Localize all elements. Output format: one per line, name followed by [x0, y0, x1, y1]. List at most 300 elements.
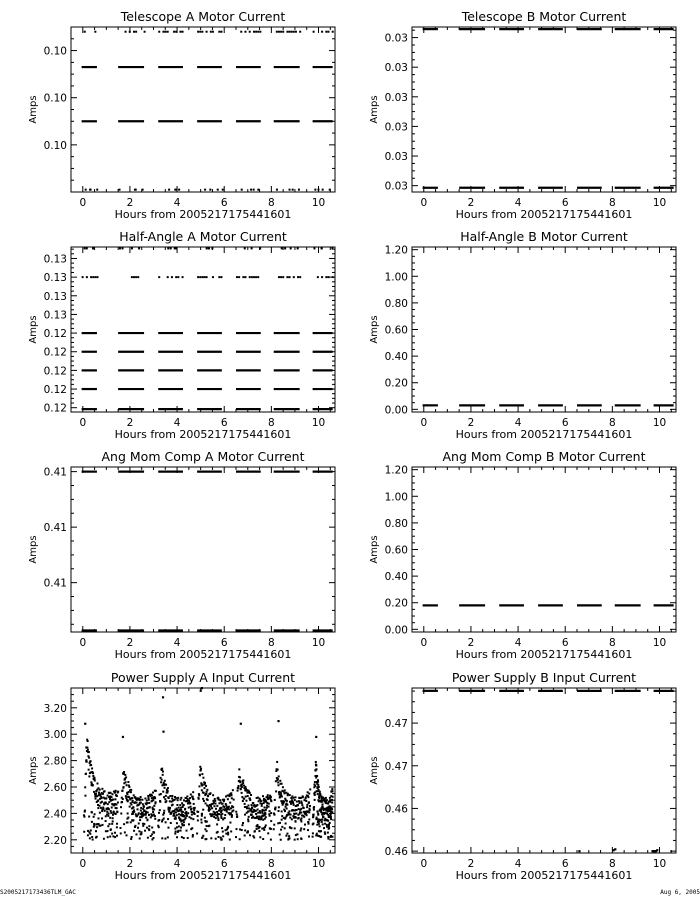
data-point [269, 827, 271, 829]
data-point [201, 773, 203, 775]
data-point [219, 799, 221, 801]
data-point [227, 794, 229, 796]
data-point [180, 827, 182, 829]
data-point [314, 794, 316, 796]
data-point [298, 808, 300, 810]
data-point [270, 800, 272, 802]
data-point [192, 818, 194, 820]
data-point [305, 810, 307, 812]
data-point [328, 825, 330, 827]
data-point [327, 838, 329, 840]
data-point [299, 31, 301, 33]
data-point [289, 794, 291, 796]
plot-frame [412, 27, 676, 192]
data-point [297, 804, 299, 806]
y-tick-label: 0.00 [384, 404, 408, 417]
data-point [244, 803, 246, 805]
data-point [214, 812, 216, 814]
data-point [278, 793, 280, 795]
data-point [263, 806, 265, 808]
data-point [244, 834, 246, 836]
x-tick-label: 0 [79, 197, 87, 209]
data-point [151, 827, 153, 829]
data-point [259, 836, 261, 838]
y-tick-label: 0.40 [384, 351, 408, 364]
data-point [316, 790, 318, 792]
data-point [94, 276, 96, 278]
data-point [201, 789, 203, 791]
data-point [182, 811, 184, 813]
data-point [247, 804, 249, 806]
data-point [264, 813, 266, 815]
x-tick-label: 4 [514, 197, 522, 209]
data-point [280, 31, 282, 33]
data-point [261, 812, 263, 814]
data-point [155, 790, 157, 792]
data-point [224, 814, 226, 816]
data-point [280, 800, 282, 802]
data-point [315, 768, 317, 770]
data-point [312, 836, 314, 838]
data-point [256, 817, 258, 819]
data-point [322, 803, 324, 805]
data-point [167, 247, 169, 249]
data-point [240, 723, 242, 725]
data-point [111, 823, 113, 825]
y-tick-label: 1.00 [384, 491, 408, 504]
data-point [164, 787, 166, 789]
chart-panel [369, 229, 676, 441]
data-point [293, 276, 295, 278]
data-point [202, 809, 204, 811]
y-axis-label: Amps [28, 535, 39, 564]
data-point [149, 806, 151, 808]
y-tick-label: 1.20 [384, 464, 408, 477]
data-point [317, 835, 319, 837]
data-point [216, 805, 218, 807]
data-point [286, 833, 288, 835]
y-tick-label: 0.41 [43, 577, 67, 590]
data-point [260, 800, 262, 802]
data-point [119, 189, 121, 191]
data-point [162, 771, 164, 773]
data-point [198, 785, 200, 787]
data-point [83, 831, 85, 833]
data-point [306, 804, 308, 806]
data-point [201, 822, 203, 824]
data-point [182, 824, 184, 826]
x-tick-label: 0 [79, 417, 87, 429]
data-point [104, 790, 106, 792]
data-point [176, 836, 178, 838]
y-tick-label: 0.60 [384, 544, 408, 557]
data-point [301, 817, 303, 819]
data-point [84, 810, 86, 812]
data-point [109, 817, 111, 819]
data-point [99, 794, 101, 796]
data-point [128, 786, 130, 788]
data-point [125, 797, 127, 799]
data-point [262, 819, 264, 821]
data-point [131, 797, 133, 799]
data-point [190, 808, 192, 810]
data-point [117, 791, 119, 793]
data-point [120, 827, 122, 829]
data-point [206, 247, 208, 249]
data-point [255, 276, 257, 278]
data-point [102, 808, 104, 810]
data-point [318, 818, 320, 820]
data-point [294, 827, 296, 829]
data-point [127, 799, 129, 801]
data-point [312, 815, 314, 817]
data-point [206, 791, 208, 793]
data-point [205, 793, 207, 795]
data-point [93, 791, 95, 793]
data-point [232, 806, 234, 808]
data-point [140, 807, 142, 809]
data-point [316, 833, 318, 835]
x-tick-label: 0 [420, 417, 428, 429]
data-point [175, 831, 177, 833]
data-point [90, 760, 92, 762]
data-point [121, 801, 123, 803]
data-point [187, 837, 189, 839]
data-point [328, 823, 330, 825]
data-point [160, 781, 162, 783]
data-point [130, 789, 132, 791]
data-point [218, 276, 220, 278]
y-tick-label: 0.47 [384, 760, 408, 773]
data-point [138, 822, 140, 824]
data-point [295, 821, 297, 823]
data-point [217, 189, 219, 191]
data-point [110, 792, 112, 794]
y-tick-label: 3.00 [43, 729, 67, 742]
data-point [263, 829, 265, 831]
data-point [91, 811, 93, 813]
data-point [210, 813, 212, 815]
data-point [171, 797, 173, 799]
data-point [183, 821, 185, 823]
data-point [154, 818, 156, 820]
data-point [299, 813, 301, 815]
data-point [196, 833, 198, 835]
data-point [178, 825, 180, 827]
data-point [182, 276, 184, 278]
data-point [165, 31, 167, 33]
data-point [99, 789, 101, 791]
data-point [279, 780, 281, 782]
data-point [127, 821, 129, 823]
data-point [258, 830, 260, 832]
data-point [151, 795, 153, 797]
data-point [215, 817, 217, 819]
data-point [201, 687, 203, 689]
data-point [286, 800, 288, 802]
x-tick-label: 6 [561, 637, 569, 649]
y-tick-label: 2.80 [43, 755, 67, 768]
data-point [135, 276, 137, 278]
data-point [191, 827, 193, 829]
data-point [297, 838, 299, 840]
data-point [159, 809, 161, 811]
data-point [277, 778, 279, 780]
data-point [180, 821, 182, 823]
data-point [175, 31, 177, 33]
data-point [212, 31, 214, 33]
data-point [92, 247, 94, 249]
data-point [270, 796, 272, 798]
y-tick-label: 0.13 [43, 309, 67, 322]
data-point [315, 764, 317, 766]
data-point [242, 276, 244, 278]
data-point [211, 807, 213, 809]
data-point [100, 807, 102, 809]
data-point [205, 802, 207, 804]
data-point [99, 812, 101, 814]
data-point [314, 781, 316, 783]
data-point [252, 802, 254, 804]
data-point [190, 817, 192, 819]
data-point [210, 805, 212, 807]
x-tick-label: 8 [609, 197, 616, 209]
chart-title: Half-Angle B Motor Current [460, 229, 628, 244]
data-point [101, 801, 103, 803]
data-point [327, 803, 329, 805]
data-point [197, 276, 199, 278]
data-point [326, 826, 328, 828]
y-tick-label: 0.46 [384, 803, 408, 816]
x-tick-label: 2 [126, 858, 134, 870]
data-point [136, 802, 138, 804]
data-point [126, 834, 128, 836]
x-tick-label: 10 [311, 417, 326, 429]
data-point [158, 819, 160, 821]
data-point [292, 815, 294, 817]
data-point [101, 824, 103, 826]
y-axis-label: Amps [369, 535, 380, 564]
data-point [86, 761, 88, 763]
data-point [331, 247, 333, 249]
data-point [111, 806, 113, 808]
data-point [111, 833, 113, 835]
data-point [222, 835, 224, 837]
data-point [167, 787, 169, 789]
data-point [247, 795, 249, 797]
data-point [191, 814, 193, 816]
y-tick-label: 0.03 [384, 91, 408, 104]
data-point [95, 823, 97, 825]
data-point [165, 784, 167, 786]
y-tick-label: 0.40 [384, 571, 408, 584]
data-point [139, 798, 141, 800]
data-point [277, 784, 279, 786]
data-point [130, 838, 132, 840]
data-point [235, 811, 237, 813]
data-point [255, 31, 257, 33]
data-point [216, 823, 218, 825]
data-point [167, 836, 169, 838]
data-point [318, 786, 320, 788]
data-point [305, 800, 307, 802]
data-point [239, 776, 241, 778]
y-tick-label: 0.10 [43, 139, 67, 152]
data-point [209, 808, 211, 810]
data-point [105, 797, 107, 799]
data-point [309, 809, 311, 811]
data-point [138, 247, 140, 249]
data-point [115, 804, 117, 806]
data-point [274, 808, 276, 810]
data-point [88, 816, 90, 818]
data-point [241, 189, 243, 191]
data-point [244, 806, 246, 808]
data-point [105, 802, 107, 804]
data-point [168, 797, 170, 799]
data-point [97, 807, 99, 809]
data-point [327, 836, 329, 838]
x-tick-label: 10 [652, 417, 667, 429]
data-point [314, 189, 316, 191]
data-point [329, 189, 331, 191]
y-tick-label: 0.10 [43, 92, 67, 105]
data-point [283, 792, 285, 794]
data-point [168, 811, 170, 813]
data-point [185, 817, 187, 819]
data-point [259, 812, 261, 814]
data-point [105, 830, 107, 832]
y-axis-label: Amps [369, 315, 380, 344]
data-point [123, 771, 125, 773]
data-point [167, 790, 169, 792]
data-point [293, 31, 295, 33]
data-point [246, 807, 248, 809]
data-point [278, 276, 280, 278]
data-point [304, 824, 306, 826]
x-tick-label: 4 [173, 197, 181, 209]
y-tick-label: 0.13 [43, 272, 67, 285]
data-point [322, 816, 324, 818]
data-point [146, 802, 148, 804]
data-point [250, 814, 252, 816]
data-point [202, 798, 204, 800]
data-point [124, 831, 126, 833]
data-point [308, 793, 310, 795]
data-point [140, 831, 142, 833]
data-point [204, 189, 206, 191]
data-point [294, 799, 296, 801]
data-point [281, 783, 283, 785]
data-point [144, 31, 146, 33]
data-point [227, 826, 229, 828]
data-point [179, 804, 181, 806]
data-point [140, 833, 142, 835]
data-point [133, 830, 135, 832]
data-point [217, 815, 219, 817]
data-point [182, 814, 184, 816]
x-tick-label: 0 [79, 858, 87, 870]
data-point [266, 807, 268, 809]
data-point [325, 276, 327, 278]
data-point [216, 832, 218, 834]
data-point [178, 817, 180, 819]
data-point [223, 806, 225, 808]
data-point [236, 276, 238, 278]
data-point [193, 807, 195, 809]
x-tick-label: 10 [311, 637, 326, 649]
data-point [245, 796, 247, 798]
data-point [239, 838, 241, 840]
data-point [112, 814, 114, 816]
data-point [107, 836, 109, 838]
data-point [295, 813, 297, 815]
data-point [242, 800, 244, 802]
data-point [146, 800, 148, 802]
data-point [109, 823, 111, 825]
data-point [105, 815, 107, 817]
x-tick-label: 0 [420, 197, 428, 209]
data-point [331, 799, 333, 801]
data-point [239, 828, 241, 830]
data-point [327, 31, 329, 33]
data-point [126, 793, 128, 795]
data-point [197, 811, 199, 813]
data-point [91, 821, 93, 823]
data-point [301, 804, 303, 806]
data-point [88, 757, 90, 759]
data-point [228, 806, 230, 808]
y-tick-label: 1.20 [384, 244, 408, 257]
data-point [177, 797, 179, 799]
data-point [142, 189, 144, 191]
data-point [300, 827, 302, 829]
data-point [268, 803, 270, 805]
data-point [268, 806, 270, 808]
data-point [201, 815, 203, 817]
data-point [114, 832, 116, 834]
data-point [152, 809, 154, 811]
data-point [175, 189, 177, 191]
data-point [217, 817, 219, 819]
chart-title: Telescope A Motor Current [120, 9, 286, 24]
x-tick-label: 2 [126, 417, 134, 429]
data-point [90, 764, 92, 766]
data-point [239, 781, 241, 783]
data-point [252, 835, 254, 837]
y-tick-label: 0.12 [43, 384, 67, 397]
data-point [205, 785, 207, 787]
x-tick-label: 2 [467, 637, 475, 649]
data-point [329, 807, 331, 809]
x-tick-label: 10 [652, 858, 667, 870]
data-point [113, 811, 115, 813]
y-tick-label: 0.10 [43, 45, 67, 58]
data-point [207, 795, 209, 797]
data-point [309, 805, 311, 807]
data-point [203, 787, 205, 789]
x-tick-label: 4 [173, 637, 181, 649]
data-point [115, 813, 117, 815]
data-point [317, 189, 319, 191]
x-axis-label: Hours from 2005217175441601 [455, 208, 633, 221]
data-point [230, 792, 232, 794]
data-point [218, 31, 220, 33]
data-point [221, 838, 223, 840]
data-point [95, 837, 97, 839]
data-point [300, 811, 302, 813]
data-point [270, 820, 272, 822]
